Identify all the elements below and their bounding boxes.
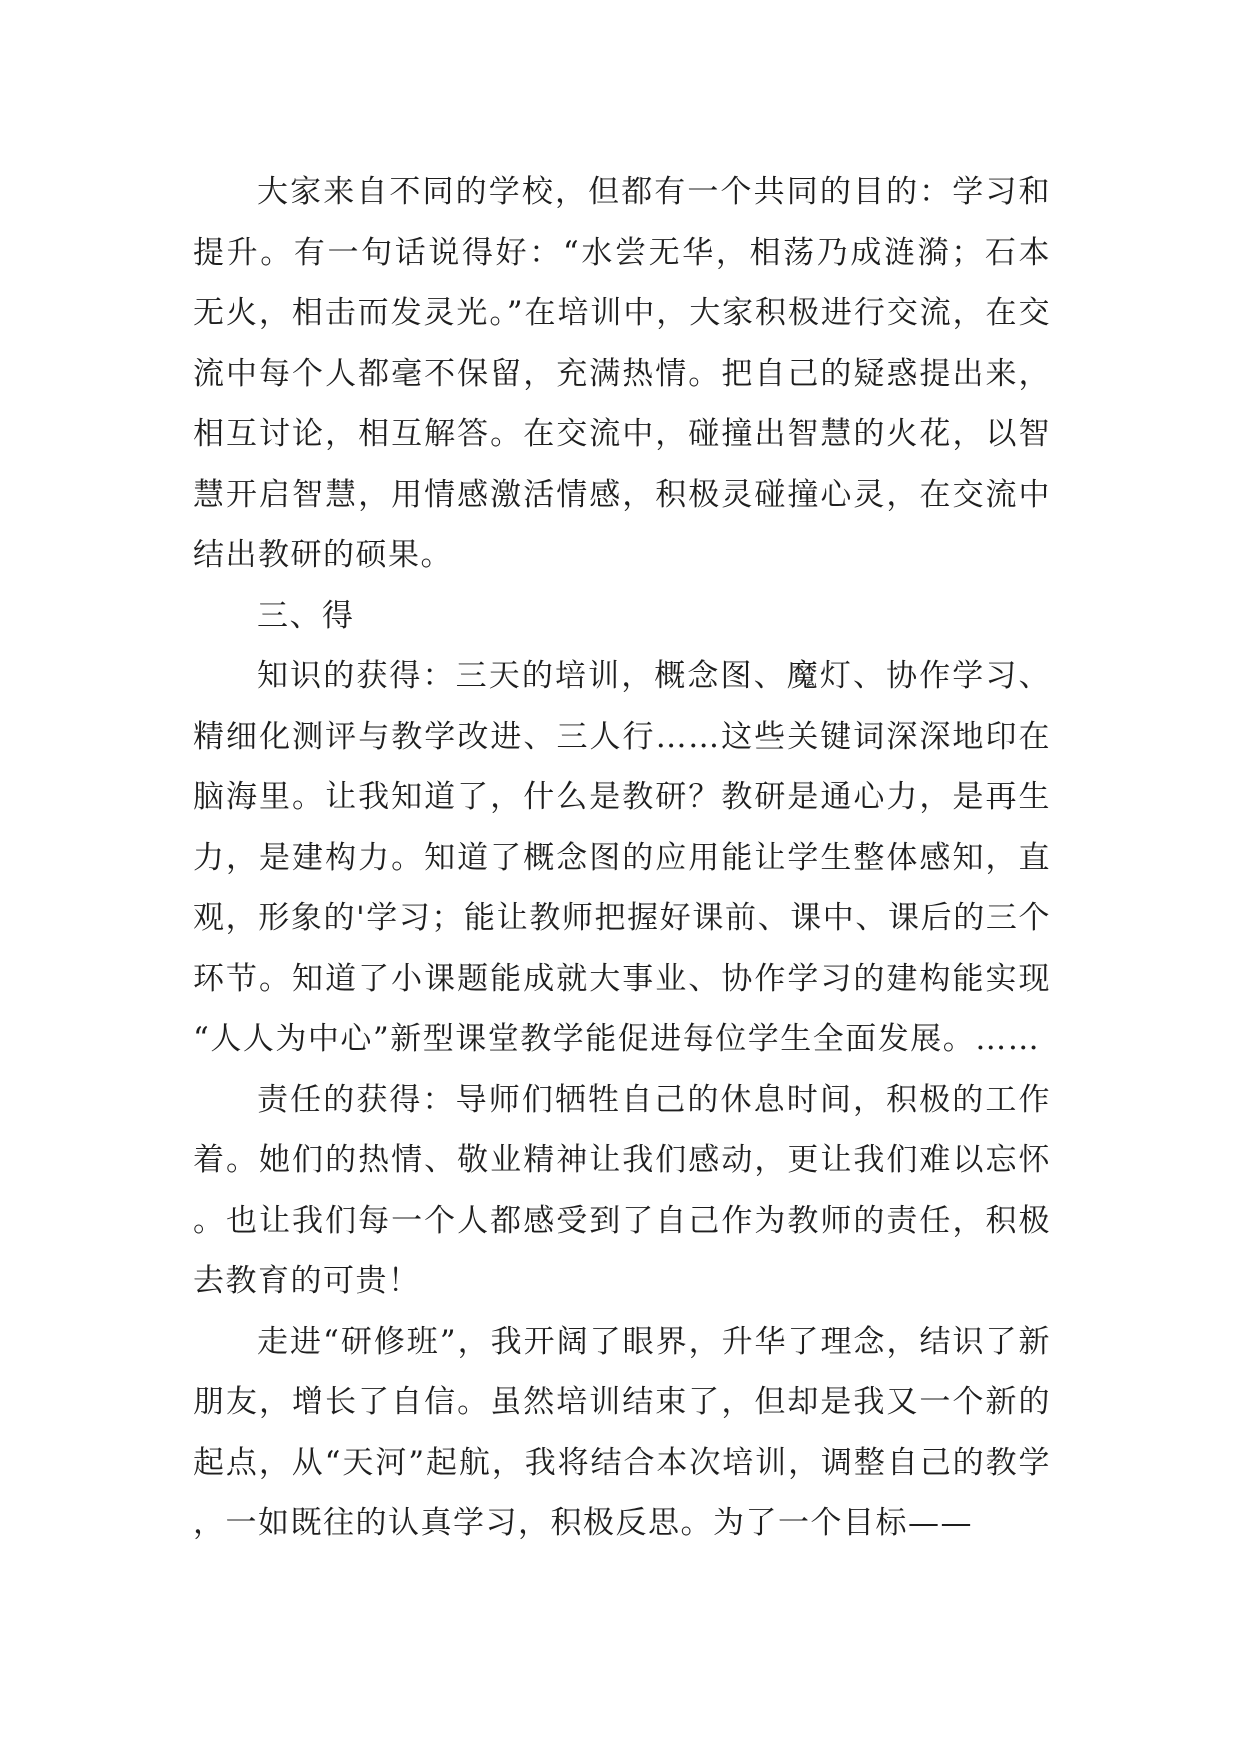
paragraph-responsibility-gain: 责任的获得：导师们牺牲自己的休息时间，积极的工作着。她们的热情、敬业精神让我们感动，更让我们难以忘怀。也让我们每一个人都感受到了自己作为教师的责任，积极去教育的可贵！ [193, 1081, 1051, 1299]
paragraph-conclusion: 走进“研修班”，我开阔了眼界，升华了理念，结识了新朋友，增长了自信。虽然培训结束了，但却是我又一个新的起点，从“天河”起航，我将结合本次培训，调整自己的教学，一如既往的认真学习，积极反思。为了一个目标—— [193, 1323, 1051, 1541]
section-heading-gain: 三、得 [257, 597, 355, 634]
paragraph-knowledge-gain: 知识的获得：三天的培训，概念图、魔灯、协作学习、精细化测评与教学改进、三人行……这些关键词深深地印在脑海里。让我知道了，什么是教研？教研是通心力，是再生力，是建构力。知道了概念图的应用能让学生整体感知，直观，形象的'学习；能让教师把握好课前、课中、课后的三个环节。知道了小课题能成就大事业、协作学习的建构能实现“人人为中心”新型课堂教学能促进每位学生全面发展。…… [193, 658, 1051, 1057]
paragraph-exchange: 大家来自不同的学校，但都有一个共同的目的：学习和提升。有一句话说得好：“水尝无华，相荡乃成涟漪；石本无火，相击而发灵光。”在培训中，大家积极进行交流，在交流中每个人都毫不保留，充满热情。把自己的疑惑提出来，相互讨论，相互解答。在交流中，碰撞出智慧的火花，以智慧开启智慧，用情感激活情感，积极灵碰撞心灵，在交流中结出教研的硕果。 [193, 174, 1051, 573]
document-page [193, 162, 1051, 1554]
